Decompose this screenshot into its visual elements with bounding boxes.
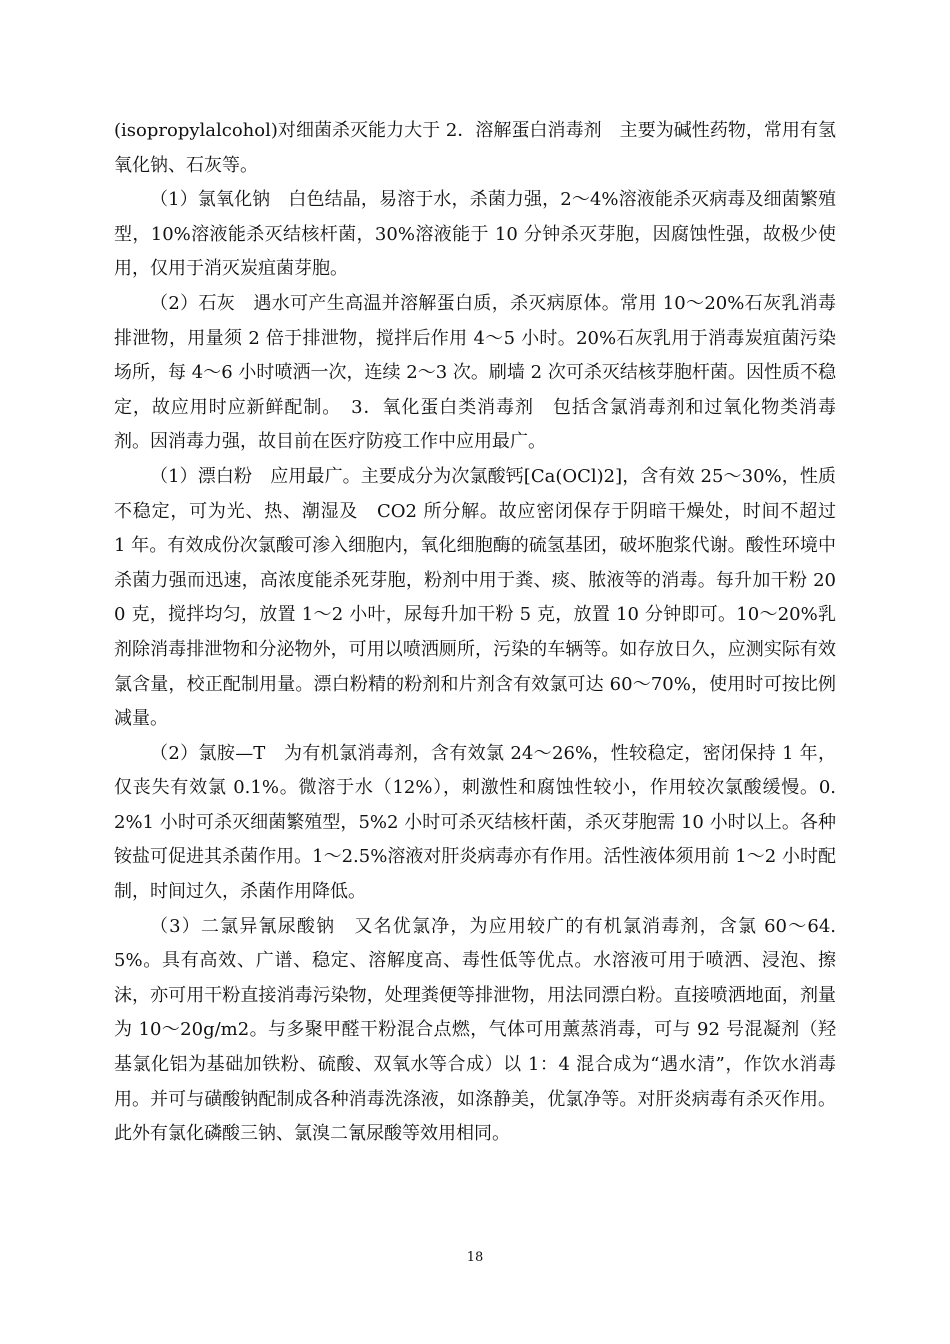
paragraph-chloramine-t: （2）氯胺—T 为有机氯消毒剂，含有效氯 24～26%，性较稳定，密闭保持 1 年，仅丧失有效氯 0.1%。微溶于水（12%），刺激性和腐蚀性较小，作用较次氯酸缓慢。0.2%1 小时可杀灭细菌繁殖型，5%2 小时可杀灭结核杆菌，杀灭芽胞需 10 小时以上。各种铵盐可促进其杀菌作用。1～2.5%溶液对肝炎病毒亦有作用。活性液体须用前 1～2 小时配制，时间过久，杀菌作用降低。 (114, 742, 836, 903)
paragraph-lime: （2）石灰 遇水可产生高温并溶解蛋白质，杀灭病原体。常用 10～20%石灰乳消毒排泄物，用量须 2 倍于排泄物，搅拌后作用 4～5 小时。20%石灰乳用于消毒炭疽菌污染场所，每 4～6 小时喷洒一次，连续 2～3 次。刷墙 2 次可杀灭结核芽胞杆菌。因性质不稳定，故应用时应新鲜配制。 3．氧化蛋白类消毒剂 包括含氯消毒剂和过氧化物类消毒剂。因消毒力强，故目前在医疗防疫工作中应用最广。 (114, 292, 836, 453)
paragraph-bleaching-powder: （1）漂白粉 应用最广。主要成分为次氯酸钙[Ca(OCl)2]，含有效 25～30%，性质不稳定，可为光、热、潮湿及 CO2 所分解。故应密闭保存于阴暗干燥处，时间不超过 1 年。有效成份次氯酸可渗入细胞内，氧化细胞酶的硫氢基团，破坏胞浆代谢。酸性环境中杀菌力强而迅速，高浓度能杀死芽胞，粉剂中用于粪、痰、脓液等的消毒。每升加干粉 200 克，搅拌均匀，放置 1～2 小叶，尿每升加干粉 5 克，放置 10 分钟即可。10～20%乳剂除消毒排泄物和分泌物外，可用以喷洒厕所，污染的车辆等。如存放日久，应测实际有效氯含量，校正配制用量。漂白粉精的粉剂和片剂含有效氯可达 60～70%，使用时可按比例减量。 (114, 465, 854, 730)
paragraph-sodium-dichloroisocyanurate: （3）二氯异氰尿酸钠 又名优氯净，为应用较广的有机氯消毒剂，含氯 60～64.5%。具有高效、广谱、稳定、溶解度高、毒性低等优点。水溶液可用于喷洒、浸泡、擦沫，亦可用干粉直接消毒污染物，处理粪便等排泄物，用法同漂白粉。直接喷洒地面，剂量为 10～20g/m2。与多聚甲醛干粉混合点燃，气体可用薰蒸消毒，可与 92 号混凝剂（羟基氯化铝为基础加铁粉、硫酸、双氧水等合成）以 1：4 混合成为“遇水清”，作饮水消毒用。并可与磺酸钠配制成各种消毒洗涤液，如涤静美，优氯净等。对肝炎病毒有杀灭作用。此外有氯化磷酸三钠、氯溴二氰尿酸等效用相同。 (114, 915, 836, 1145)
page-number: 18 (466, 1250, 484, 1265)
page-body (114, 114, 854, 1152)
paragraph-sodium-hydroxide: （1）氯氧化钠 白色结晶，易溶于水，杀菌力强，2～4%溶液能杀灭病毒及细菌繁殖型，10%溶液能杀灭结核杆菌，30%溶液能于 10 分钟杀灭芽胞，因腐蚀性强，故极少使用，仅用于消灭炭疽菌芽胞。 (114, 189, 836, 280)
paragraph-isopropyl-alcohol: (isopropylalcohol)对细菌杀灭能力大于 2．溶解蛋白消毒剂 主要为碱性药物，常用有氢氧化钠、石灰等。 (114, 120, 836, 176)
